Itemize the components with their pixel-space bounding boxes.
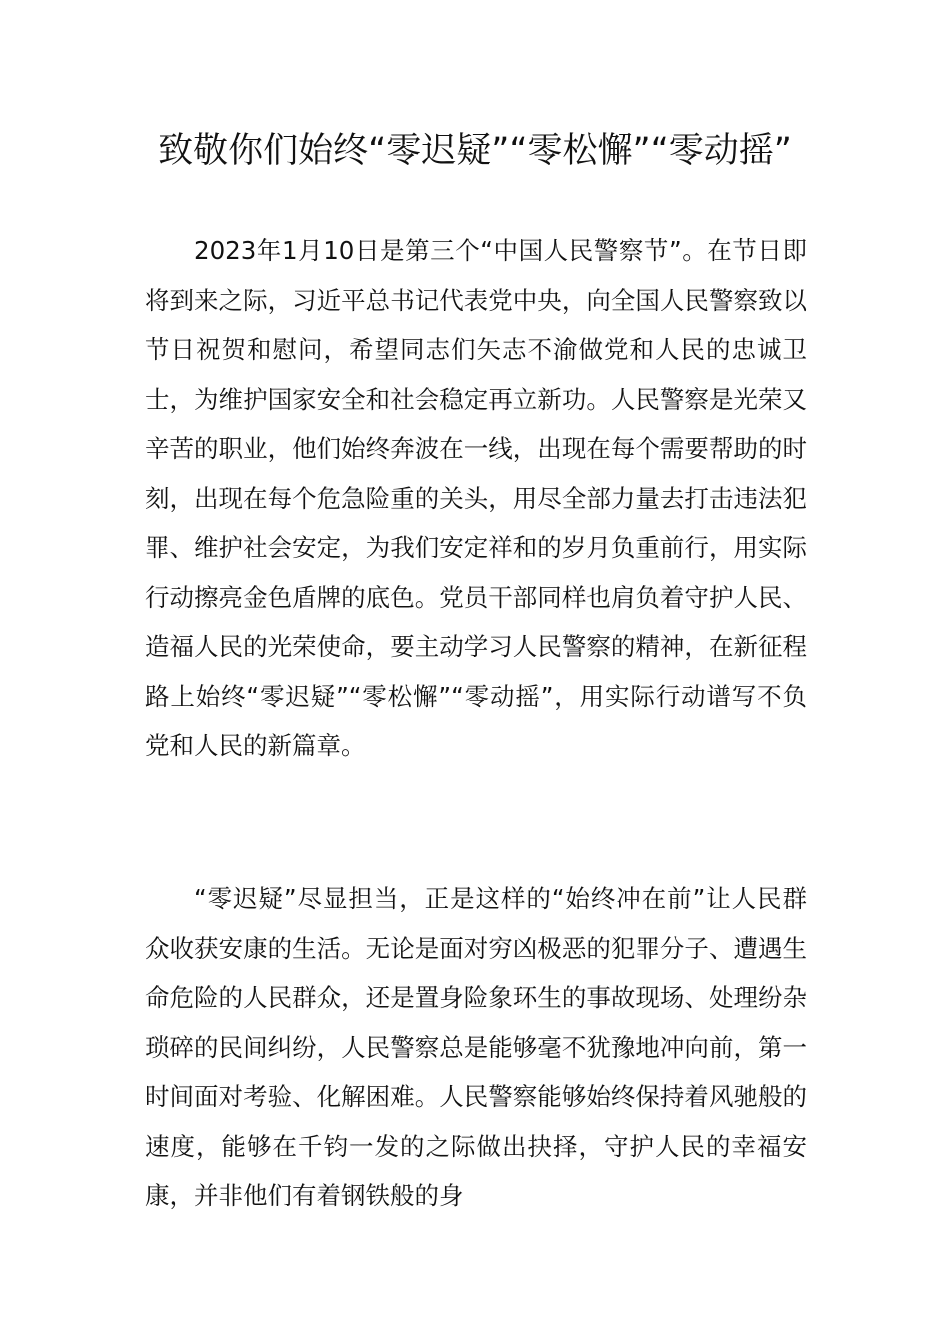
document-title: 致敬你们始终“零迟疑”“零松懈”“零动摇” xyxy=(158,131,792,171)
body-paragraph: “零迟疑”尽显担当，正是这样的“始终冲在前”让人民群众收获安康的生活。无论是面对穷凶极恶的犯罪分子、遭遇生命危险的人民群众，还是置身险象环生的事故现场、处理纷杂琐碎的民间纠纷，人民警察总是能够毫不犹豫地冲向前，第一时间面对考验、化解困难。人民警察能够始终保持着风驰般的速度，能够在千钧一发的之际做出抉择，守护人民的幸福安康，并非他们有着钢铁般的身 xyxy=(145,884,807,1210)
body-paragraph: 2023年1月10日是第三个“中国人民警察节”。在节日即将到来之际，习近平总书记代表党中央，向全国人民警察致以节日祝贺和慰问，希望同志们矢志不渝做党和人民的忠诚卫士，为维护国家安全和社会稳定再立新功。人民警察是光荣又辛苦的职业，他们始终奔波在一线，出现在每个需要帮助的时刻，出现在每个危急险重的关头，用尽全部力量去打击违法犯罪、维护社会安定，为我们安定祥和的岁月负重前行，用实际行动擦亮金色盾牌的底色。党员干部同样也肩负着守护人民、造福人民的光荣使命，要主动学习人民警察的精神，在新征程路上始终“零迟疑”“零松懈”“零动摇”，用实际行动谱写不负党和人民的新篇章。 xyxy=(145,236,807,760)
